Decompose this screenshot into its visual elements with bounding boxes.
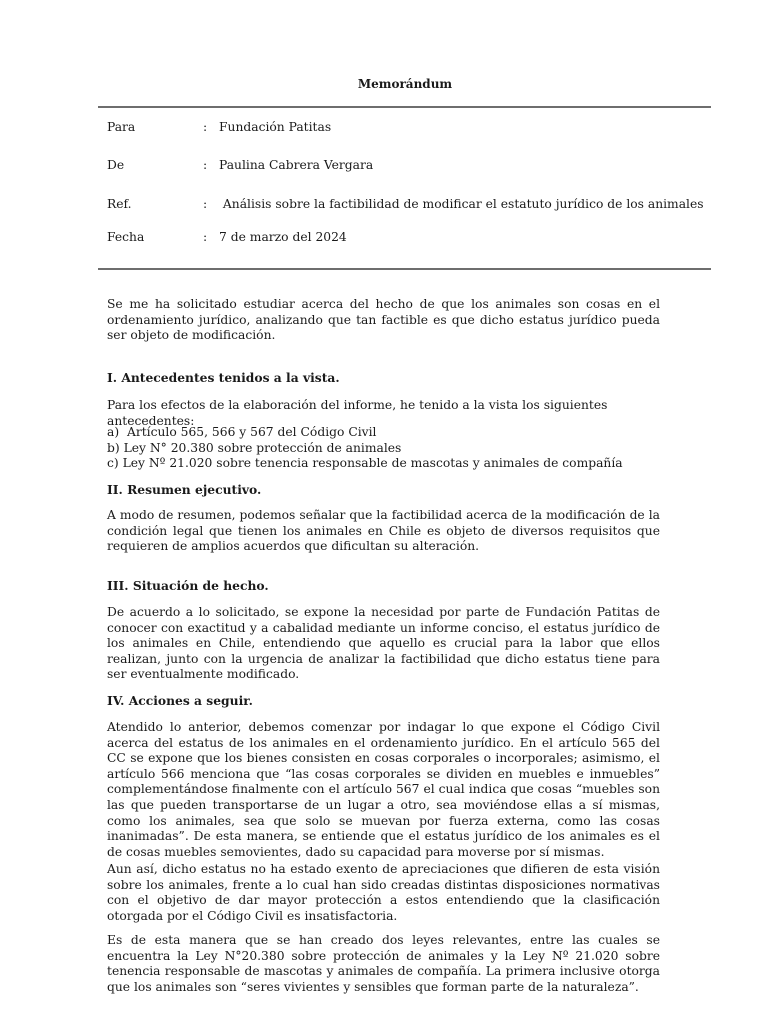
list-item: a) Artículo 565, 566 y 567 del Código Civil <box>107 425 377 439</box>
field-de <box>107 158 707 174</box>
section-paragraph: Es de esta manera que se han creado dos leyes relevantes, entre las cuales se encuentra la Ley N°20.380 sobre protección de animales y la Ley Nº 21.020 sobre tenencia responsable de mascotas y animales de compañía. La primera inclusive otorga que los animales son “seres vivientes y sensibles que forman parte de la naturaleza”. <box>107 933 660 994</box>
section-heading-resumen: II. Resumen ejecutivo. <box>107 482 262 497</box>
section-heading-situacion: III. Situación de hecho. <box>107 578 269 593</box>
memo-title: Memorándum <box>357 77 453 91</box>
field-label: Para <box>107 120 136 134</box>
section-paragraph: Para los efectos de la elaboración del informe, he tenido a la vista los siguientes antecedentes: <box>107 398 608 428</box>
field-value: 7 de marzo del 2024 <box>219 230 347 244</box>
section-paragraph: De acuerdo a lo solicitado, se expone la necesidad por parte de Fundación Patitas de conocer con exactitud y a cabalidad mediante un informe conciso, el estatus jurídico de los animales en Chile, entendiendo que aquello es crucial para la labor que ellos realizan, junto con la urgencia de analizar la factibilidad que dicho estatus tiene para ser eventualmente modificado. <box>107 605 660 682</box>
section-heading-acciones: IV. Acciones a seguir. <box>107 693 253 708</box>
antecedentes-list <box>107 425 660 472</box>
field-value: Análisis sobre la factibilidad de modificar el estatuto jurídico de los animales <box>219 197 704 211</box>
field-fecha <box>107 230 707 246</box>
field-label: De <box>107 158 125 172</box>
field-value: Paulina Cabrera Vergara <box>219 158 374 172</box>
header-bottom-rule <box>98 268 711 270</box>
intro-paragraph: Se me ha solicitado estudiar acerca del hecho de que los animales son cosas en el ordenamiento jurídico, analizando que tan factible es que dicho estatus jurídico pueda ser objeto de modificación. <box>107 297 660 343</box>
section-heading-antecedentes: I. Antecedentes tenidos a la vista. <box>107 370 340 385</box>
section-paragraph: Atendido lo anterior, debemos comenzar por indagar lo que expone el Código Civil acerca del estatus de los animales en el ordenamiento jurídico. En el artículo 565 del CC se expone que los bienes consisten en cosas corporales o incorporales; asimismo, el artículo 566 menciona que “las cosas corporales se dividen en muebles e inmuebles” complementándose finalmente con el artículo 567 el cual indica que cosas “muebles son las que pueden transportarse de un lugar a otro, sea moviéndose ellas a sí mismas, como los animales, sea que solo se muevan por fuerza externa, como las cosas inanimadas”. De esta manera, se entiende que el estatus jurídico de los animales es el de cosas muebles semovientes, dado su capacidad para moverse por sí mismas. <box>107 720 660 859</box>
field-label: Fecha <box>107 230 145 244</box>
field-para <box>107 120 707 136</box>
field-ref <box>107 197 707 213</box>
list-item: b) Ley N° 20.380 sobre protección de animales <box>107 440 402 455</box>
field-label: Ref. <box>107 197 132 211</box>
field-colon: : <box>203 158 208 172</box>
field-value: Fundación Patitas <box>219 120 332 134</box>
field-colon: : <box>203 230 208 244</box>
section-paragraph: A modo de resumen, podemos señalar que la factibilidad acerca de la modificación de la condición legal que tienen los animales en Chile es objeto de diversos requisitos que requieren de amplios acuerdos que dificultan su alteración. <box>107 508 660 554</box>
section-paragraph: Aun así, dicho estatus no ha estado exento de apreciaciones que difieren de esta visión sobre los animales, frente a lo cual han sido creadas distintas disposiciones normativas con el objetivo de dar mayor protección a estos entendiendo que la clasificación otorgada por el Código Civil es insatisfactoria. <box>107 862 660 923</box>
field-colon: : <box>203 120 208 134</box>
list-item: c) Ley Nº 21.020 sobre tenencia responsable de mascotas y animales de compañía <box>107 456 623 471</box>
field-colon: : <box>203 197 208 211</box>
header-top-rule <box>98 106 711 108</box>
